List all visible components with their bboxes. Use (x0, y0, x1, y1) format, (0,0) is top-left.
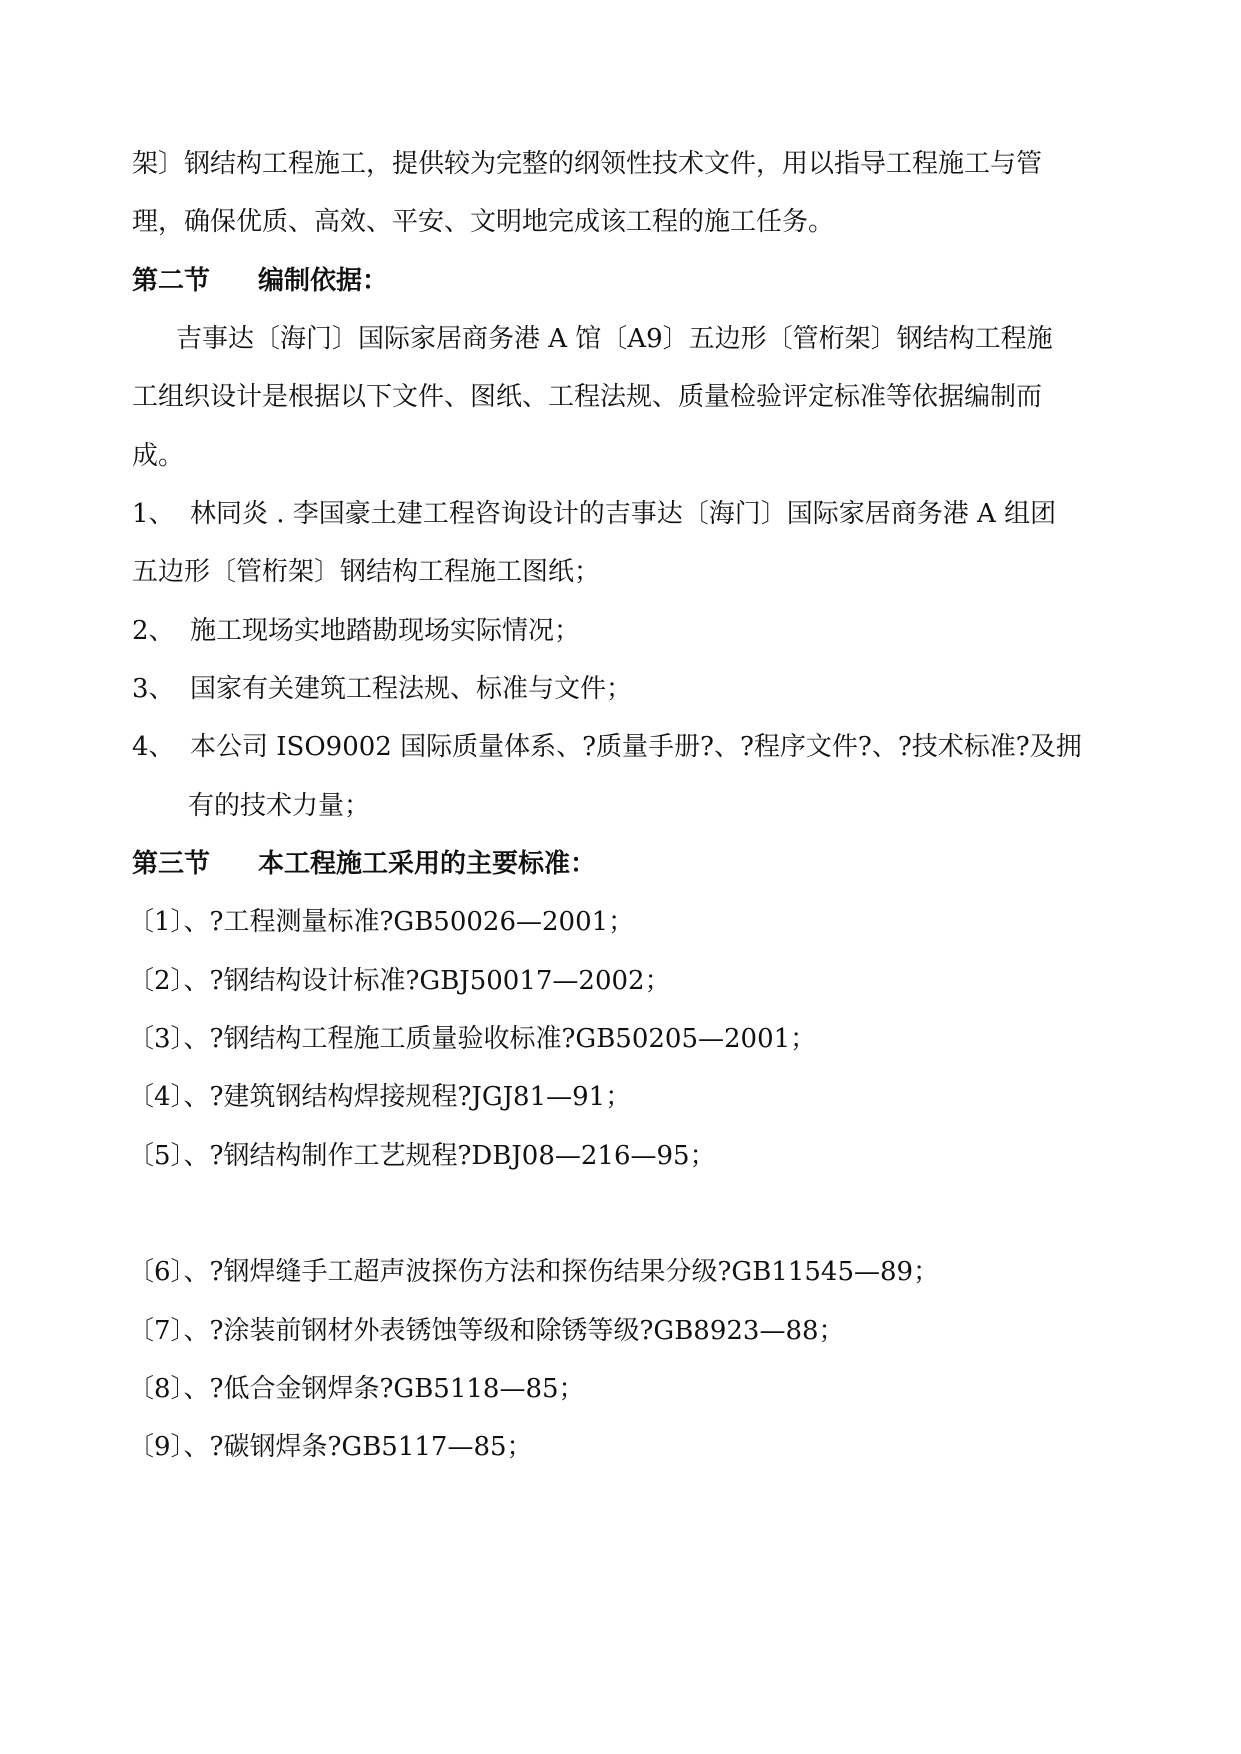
section-2-label: 第二节 (132, 266, 211, 296)
section-2-para-line-1: 吉事达〔海门〕国际家居商务港 A 馆〔A9〕五边形〔管桁架〕钢结构工程施 (176, 324, 1053, 354)
standard-item: 〔6〕、?钢焊缝手工超声波探伤方法和探伤结果分级?GB11545—89； (128, 1257, 940, 1287)
list-item-number: 4、 (132, 732, 175, 762)
intro-line-2: 理，确保优质、高效、平安、文明地完成该工程的施工任务。 (132, 207, 835, 237)
standard-item: 〔9〕、?碳钢焊条?GB5117—85； (128, 1432, 533, 1462)
section-2-title: 编制依据： (258, 266, 389, 296)
standard-item: 〔8〕、?低合金钢焊条?GB5118—85； (128, 1374, 585, 1404)
section-2-para-line-2: 工组织设计是根据以下文件、图纸、工程法规、质量检验评定标准等依据编制而 (132, 382, 1043, 412)
standard-item: 〔1〕、?工程测量标准?GB50026—2001； (128, 907, 635, 937)
standard-item: 〔5〕、?钢结构制作工艺规程?DBJ08—216—95； (128, 1141, 716, 1171)
list-item-continuation: 有的技术力量； (188, 791, 371, 821)
standard-item: 〔3〕、?钢结构工程施工质量验收标准?GB50205—2001； (128, 1024, 817, 1054)
list-item-text: 林同炎 . 李国豪土建工程咨询设计的吉事达〔海门〕国际家居商务港 A 组团 (190, 499, 1057, 529)
standard-item: 〔7〕、?涂装前钢材外表锈蚀等级和除锈等级?GB8923—88； (128, 1316, 845, 1346)
section-3-title: 本工程施工采用的主要标准： (258, 849, 597, 879)
section-3-heading (132, 847, 1132, 881)
section-2-heading (132, 264, 1132, 298)
list-item-continuation: 五边形〔管桁架〕钢结构工程施工图纸； (132, 557, 601, 587)
list-item (132, 730, 1132, 764)
list-item (132, 672, 1132, 706)
list-item-text: 国家有关建筑工程法规、标准与文件； (190, 674, 633, 704)
standard-item: 〔4〕、?建筑钢结构焊接规程?JGJ81—91； (128, 1082, 632, 1112)
standard-item: 〔2〕、?钢结构设计标准?GBJ50017—2002； (128, 966, 671, 996)
list-item-text: 本公司 ISO9002 国际质量体系、?质量手册?、?程序文件?、?技术标准?及拥 (190, 732, 1082, 762)
section-3-label: 第三节 (132, 849, 211, 879)
list-item-text: 施工现场实地踏勘现场实际情况； (190, 616, 581, 646)
list-item-number: 1、 (132, 499, 175, 529)
list-item (132, 497, 1132, 531)
list-item-number: 3、 (132, 674, 175, 704)
list-item (132, 614, 1132, 648)
intro-line-1: 架〕钢结构工程施工，提供较为完整的纲领性技术文件，用以指导工程施工与管 (132, 149, 1043, 179)
section-2-para-line-3: 成。 (132, 441, 185, 471)
list-item-number: 2、 (132, 616, 175, 646)
